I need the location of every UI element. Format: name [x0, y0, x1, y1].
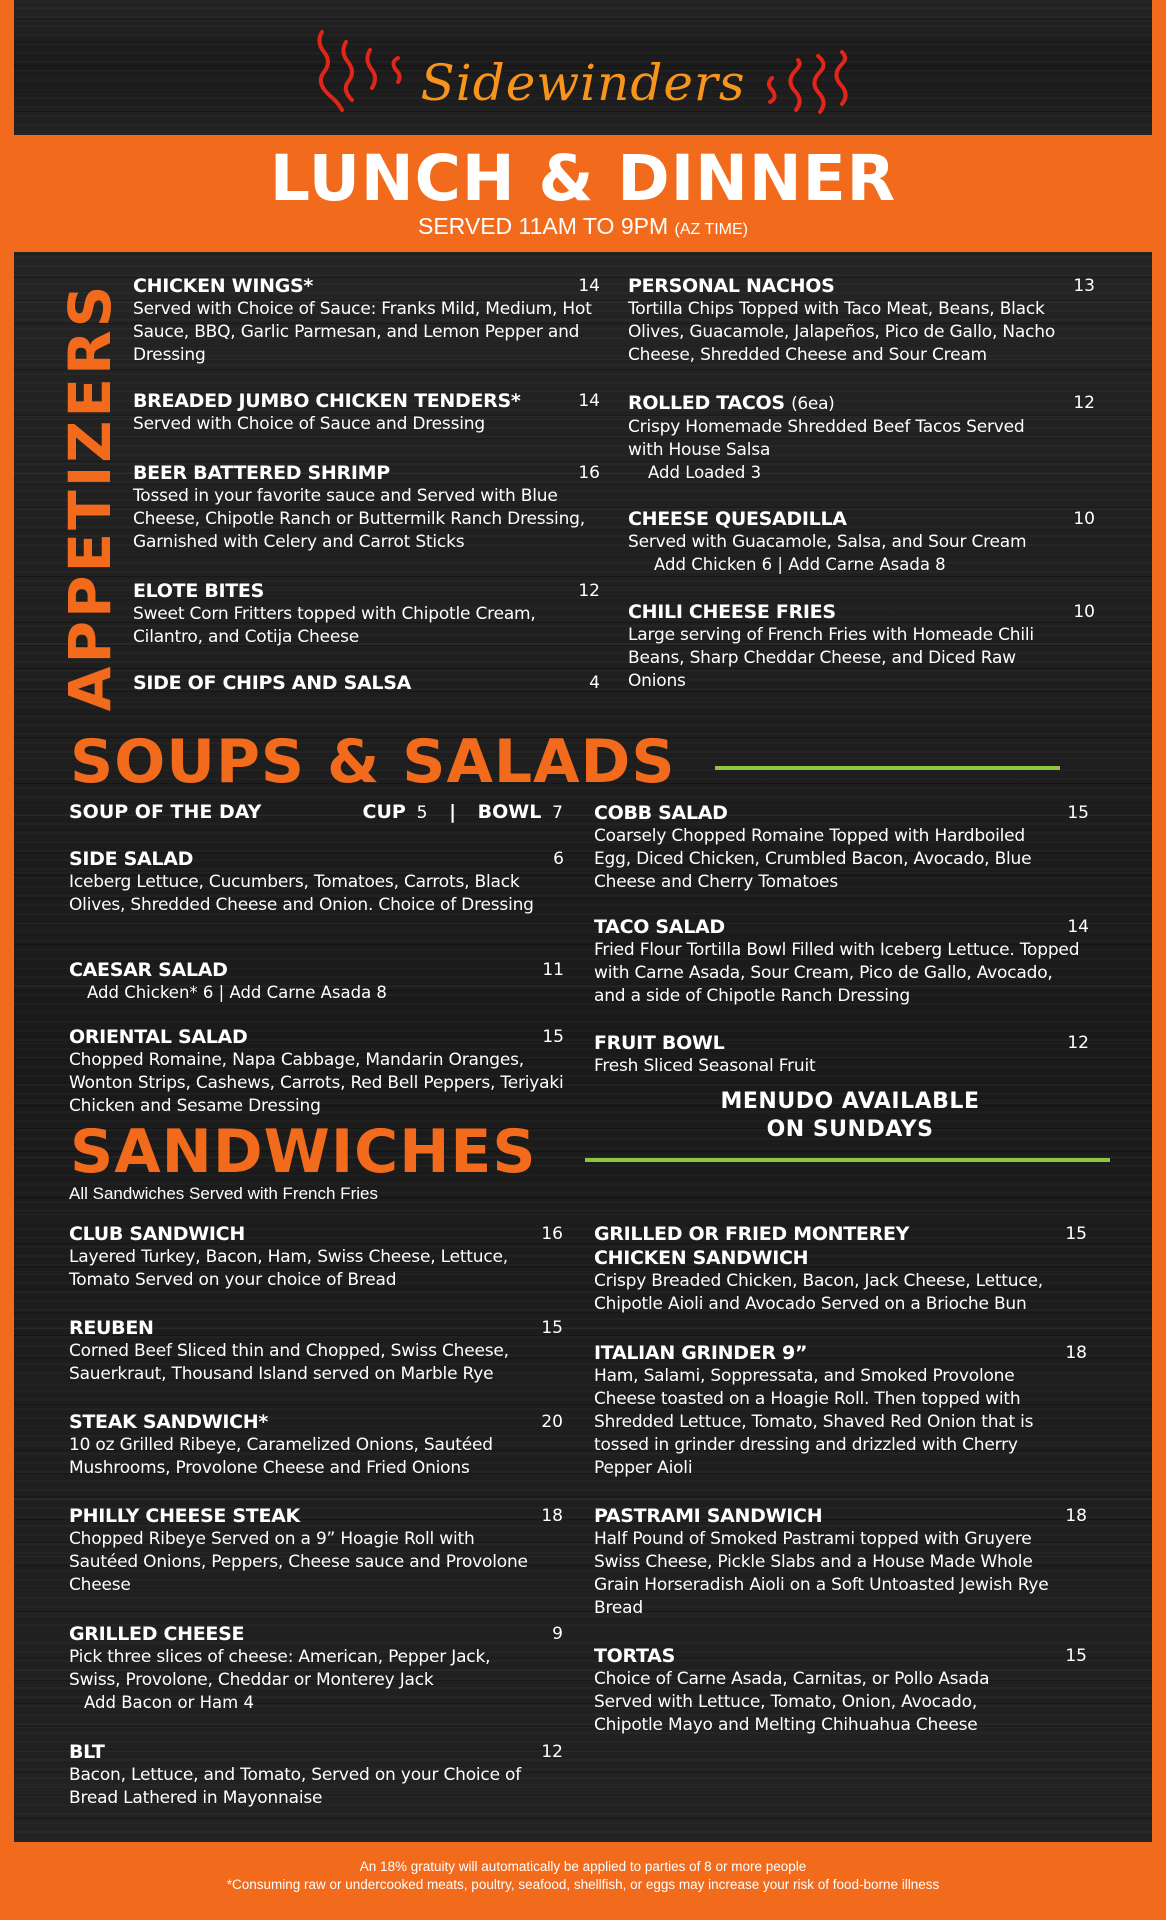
served-hours-note: (AZ TIME) [674, 221, 748, 238]
item-name: CLUB SANDWICH [69, 1223, 245, 1245]
menudo-line-2: ON SUNDAYS [766, 1117, 934, 1142]
item-description: 10 oz Grilled Ribeye, Caramelized Onions, Sautéed Mushrooms, Provolone Cheese and Fried Onions [69, 1435, 493, 1478]
menu-item [69, 847, 564, 917]
menu-item [594, 915, 1089, 1008]
item-description: Sweet Corn Fritters topped with Chipotle Cream, Cilantro, and Cotija Cheese [133, 604, 536, 647]
item-name: SIDE SALAD [69, 848, 194, 870]
menu-item [628, 391, 1095, 484]
item-name: PERSONAL NACHOS [628, 275, 835, 297]
item-description: Chopped Ribeye Served on a 9” Hoagie Roll with Sautéed Onions, Peppers, Cheese sauce and Provolone Cheese [69, 1529, 528, 1595]
item-price: 12 [578, 581, 600, 601]
item-description: Served with Guacamole, Salsa, and Sour Cream [628, 532, 1027, 552]
menu-item [594, 1341, 1087, 1480]
gratuity-note: An 18% gratuity will automatically be applied to parties of 8 or more people [359, 1859, 807, 1874]
item-price: 15 [1065, 1646, 1087, 1666]
item-price: 16 [578, 463, 600, 483]
item-description: Ham, Salami, Soppressata, and Smoked Provolone Cheese toasted on a Hoagie Roll. Then topped with Shredded Lettuce, Tomato, Shaved Red Onion that is tossed in grinder dressing and drizzled with Cherry Pepper Aioli [594, 1366, 1034, 1478]
item-price: 4 [589, 673, 600, 693]
item-name: CHEESE QUESADILLA [628, 508, 847, 530]
item-price: 15 [541, 1318, 563, 1338]
item-name: ORIENTAL SALAD [69, 1026, 248, 1048]
logo [0, 14, 1166, 134]
soups-salads-heading: SOUPS & SALADS [70, 727, 676, 797]
menu-item [594, 1504, 1087, 1620]
page-title: LUNCH & DINNER [269, 142, 897, 215]
price-separator: | [449, 801, 457, 823]
logo-text: Sidewinders [420, 54, 746, 112]
footer-disclaimer [0, 1858, 1166, 1894]
item-price: 16 [541, 1224, 563, 1244]
item-description: Fresh Sliced Seasonal Fruit [594, 1056, 816, 1076]
item-name [628, 391, 1095, 416]
item-price: 10 [1073, 602, 1095, 622]
soup-prices [363, 801, 564, 823]
item-description: Served with Choice of Sauce and Dressing [133, 414, 485, 434]
bowl-price: 7 [552, 803, 563, 823]
item-name: CHICKEN WINGS* [133, 275, 314, 297]
item-description: Coarsely Chopped Romaine Topped with Hardboiled Egg, Diced Chicken, Crumbled Bacon, Avocado, Blue Cheese and Cherry Tomatoes [594, 826, 1032, 892]
item-description: Chopped Romaine, Napa Cabbage, Mandarin Oranges, Wonton Strips, Cashews, Carrots, Red Bell Peppers, Teriyaki Chicken and Sesame Dressing [69, 1050, 564, 1116]
item-description: Bacon, Lettuce, and Tomato, Served on your Choice of Bread Lathered in Mayonnaise [69, 1765, 522, 1808]
cup-label: CUP [362, 801, 406, 823]
served-hours [0, 213, 1166, 240]
item-name: PASTRAMI SANDWICH [594, 1505, 823, 1527]
item-name: GRILLED CHEESE [69, 1623, 245, 1645]
item-price: 15 [1067, 803, 1089, 823]
item-description: Served with Choice of Sauce: Franks Mild, Medium, Hot Sauce, BBQ, Garlic Parmesan, and Lemon Pepper and Dressing [133, 299, 592, 365]
item-price: 14 [578, 391, 600, 411]
item-description: Crispy Breaded Chicken, Bacon, Jack Cheese, Lettuce, Chipotle Aioli and Avocado Served on a Brioche Bun [594, 1271, 1043, 1314]
item-description: Tossed in your favorite sauce and Served with Blue Cheese, Chipotle Ranch or Buttermilk Ranch Dressing, Garnished with Celery and Carrot Sticks [133, 486, 585, 552]
item-name-qty: (6ea) [791, 394, 835, 414]
item-price: 9 [552, 1624, 563, 1644]
item-description: Choice of Carne Asada, Carnitas, or Pollo Asada Served with Lettuce, Tomato, Onion, Avocado, Chipotle Mayo and Melting Chihuahua Cheese [594, 1669, 990, 1735]
item-description: Pick three slices of cheese: American, Pepper Jack, Swiss, Provolone, Cheddar or Monterey Jack [69, 1647, 491, 1690]
menu-item [594, 1644, 1087, 1737]
menu-item [628, 274, 1095, 367]
item-name: SIDE OF CHIPS AND SALSA [133, 672, 411, 694]
menu-item [594, 1222, 1087, 1316]
item-description: Half Pound of Smoked Pastrami topped with Gruyere Swiss Cheese, Pickle Slabs and a House Made Whole Grain Horseradish Aioli on a Soft Untoasted Jewish Rye Bread [594, 1529, 1049, 1618]
item-price: 10 [1073, 509, 1095, 529]
menu-item [133, 579, 600, 649]
sandwiches-note: All Sandwiches Served with French Fries [69, 1184, 378, 1203]
item-price: 15 [1065, 1224, 1087, 1244]
soup-of-the-day [69, 801, 563, 823]
menu-item [69, 1410, 563, 1480]
item-price: 13 [1073, 276, 1095, 296]
item-addon: Add Bacon or Ham 4 [84, 1693, 254, 1712]
menu-item [133, 274, 600, 367]
menu-item [69, 1504, 563, 1597]
item-name: FRUIT BOWL [594, 1032, 725, 1054]
menu-item [69, 1622, 563, 1714]
item-addon: Add Chicken* 6 | Add Carne Asada 8 [87, 983, 387, 1002]
item-name: BEER BATTERED SHRIMP [133, 462, 390, 484]
served-hours-text: SERVED 11AM TO 9PM [418, 213, 669, 239]
item-description: Layered Turkey, Bacon, Ham, Swiss Cheese, Lettuce, Tomato Served on your choice of Bread [69, 1247, 508, 1290]
menu-item [594, 1031, 1089, 1078]
item-name: SOUP OF THE DAY [69, 801, 262, 823]
menu-item [628, 507, 1095, 576]
item-name: GRILLED OR FRIED MONTEREY CHICKEN SANDWICH [594, 1223, 910, 1269]
item-price: 18 [1065, 1343, 1087, 1363]
item-description: Large serving of French Fries with Homeade Chili Beans, Sharp Cheddar Cheese, and Diced Raw Onions [628, 625, 1034, 691]
menu-item [69, 958, 564, 1004]
item-price: 14 [1067, 917, 1089, 937]
item-name: TORTAS [594, 1645, 675, 1667]
item-name: CHILI CHEESE FRIES [628, 601, 836, 623]
item-name: PHILLY CHEESE STEAK [69, 1505, 300, 1527]
appetizers-heading-text: APPETIZERS [56, 282, 124, 712]
item-description: Corned Beef Sliced thin and Chopped, Swiss Cheese, Sauerkraut, Thousand Island served on Marble Rye [69, 1341, 509, 1384]
item-price: 18 [541, 1506, 563, 1526]
item-price: 11 [542, 960, 564, 980]
item-name: ITALIAN GRINDER 9” [594, 1342, 808, 1364]
item-addon: Add Loaded 3 [648, 463, 762, 482]
menu-item [594, 801, 1089, 894]
menu-item [69, 1740, 563, 1810]
item-price: 14 [578, 276, 600, 296]
item-addon: Add Chicken 6 | Add Carne Asada 8 [654, 555, 946, 574]
item-name: REUBEN [69, 1317, 154, 1339]
sandwiches-heading: SANDWICHES [70, 1117, 537, 1187]
menu-item [133, 461, 600, 554]
item-name: BREADED JUMBO CHICKEN TENDERS* [133, 390, 521, 412]
raw-food-warning: *Consuming raw or undercooked meats, poultry, seafood, shellfish, or eggs may increase your risk of food-borne illness [226, 1877, 940, 1892]
item-price: 18 [1065, 1506, 1087, 1526]
item-description: Crispy Homemade Shredded Beef Tacos Served with House Salsa [628, 417, 1025, 460]
menu-item [69, 1222, 563, 1292]
menudo-line-1: MENUDO AVAILABLE [720, 1089, 980, 1114]
item-price: 12 [541, 1742, 563, 1762]
item-name: TACO SALAD [594, 916, 725, 938]
menu-item [69, 1316, 563, 1386]
menu-item [69, 1025, 564, 1118]
item-name: COBB SALAD [594, 802, 728, 824]
item-price: 12 [1073, 393, 1095, 413]
item-price: 20 [541, 1412, 563, 1432]
menu-item [133, 671, 600, 695]
item-price: 6 [553, 849, 564, 869]
divider-line [715, 766, 1060, 770]
appetizers-heading [40, 282, 140, 712]
item-name: BLT [69, 1741, 105, 1763]
cup-price: 5 [416, 803, 428, 823]
menu-item [628, 600, 1095, 693]
item-name: ELOTE BITES [133, 580, 264, 602]
item-price: 12 [1067, 1033, 1089, 1053]
divider-line [585, 1158, 1110, 1162]
menudo-notice [650, 1088, 1050, 1144]
item-description: Tortilla Chips Topped with Taco Meat, Beans, Black Olives, Guacamole, Jalapeños, Pico de Gallo, Nacho Cheese, Shredded Cheese and Sour Cream [628, 299, 1056, 365]
item-name: STEAK SANDWICH* [69, 1411, 269, 1433]
item-price: 15 [542, 1027, 564, 1047]
bowl-label: BOWL [477, 801, 542, 823]
item-name-text: ROLLED TACOS [628, 392, 785, 414]
item-description: Iceberg Lettuce, Cucumbers, Tomatoes, Carrots, Black Olives, Shredded Cheese and Onion. Choice of Dressing [69, 872, 534, 915]
item-name: CAESAR SALAD [69, 959, 228, 981]
item-description: Fried Flour Tortilla Bowl Filled with Iceberg Lettuce. Topped with Carne Asada, Sour Cream, Pico de Gallo, Avocado, and a side of Chipotle Ranch Dressing [594, 940, 1080, 1006]
menu-item [133, 389, 600, 436]
